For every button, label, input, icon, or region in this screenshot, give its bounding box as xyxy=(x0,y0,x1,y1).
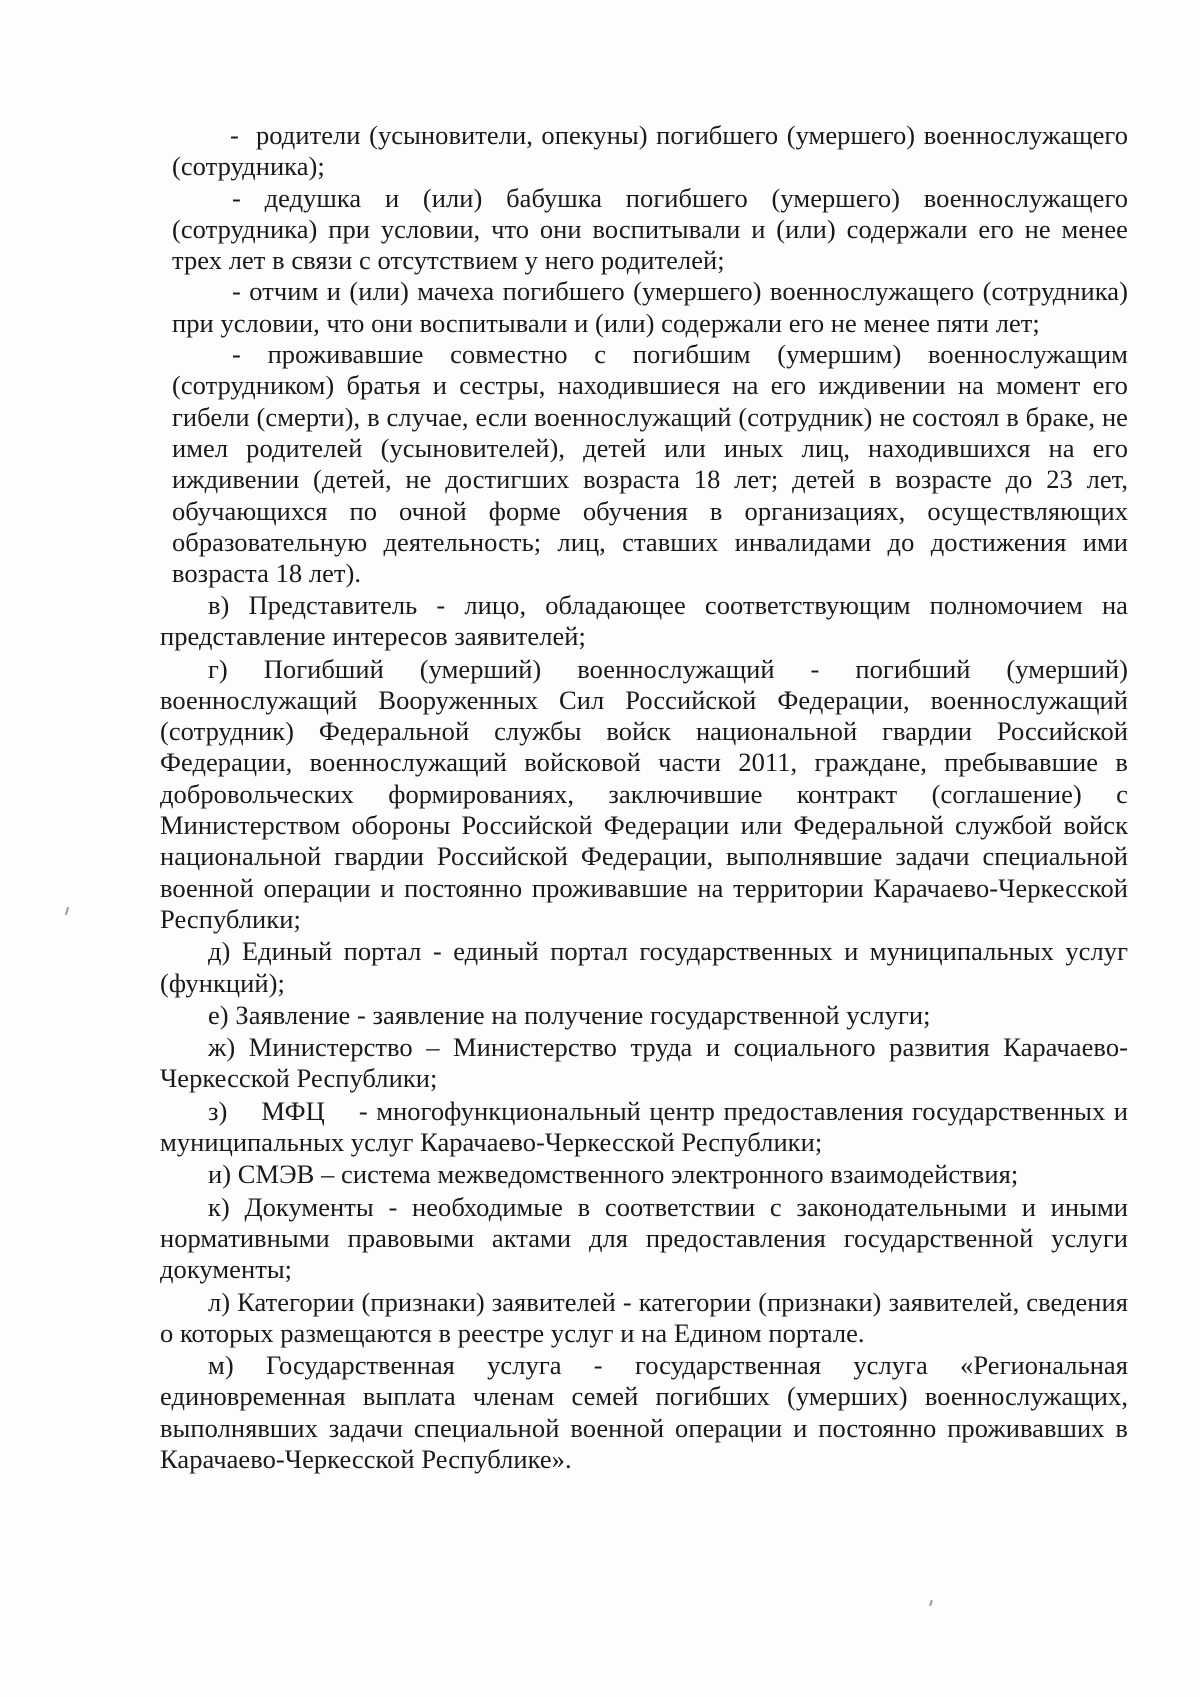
definition-mfc: з) МФЦ - многофункциональный центр предоставления государственных и муниципальных услуг Карачаево-Черкесской Республики; xyxy=(160,1095,1128,1158)
scan-speck xyxy=(929,1600,933,1606)
definition-ministry: ж) Министерство – Министерство труда и социального развития Карачаево-Черкесской Республики; xyxy=(160,1032,1128,1094)
definition-serviceman: г) Погибший (умерший) военнослужащий - погибший (умерший) военнослужащий Вооруженных Сил Российской Федерации, военнослужащий (сотрудник) Федеральной службы войск национальной гвардии Российской Федерации, военнослужащий войсковой части 2011, граждане, пребывавшие в добровольческих формированиях, заключившие контракт (соглашение) с Министерством обороны Российской Федерации или Федеральной службой войск национальной гвардии Российской Федерации, выполнявшие задачи специальной военной операции и постоянно проживавшие на территории Карачаево-Черкесской Республики; xyxy=(160,653,1128,934)
list-item-siblings: - проживавшие совместно с погибшим (умершим) военнослужащим (сотрудником) братья и сестры, находившиеся на его иждивении на момент его гибели (смерти), в случае, если военнослужащий (сотрудник) не состоял в браке, не имел родителей (усыновителей), детей или иных лиц, находившихся на его иждивении (детей, не достигших возраста 18 лет; детей в возрасте до 23 лет, обучающихся по очной форме обучения в организациях, осуществляющих образовательную деятельность; лиц, ставших инвалидами до достижения ими возраста 18 лет). xyxy=(172,339,1128,589)
definition-categories: л) Категории (признаки) заявителей - категории (признаки) заявителей, сведения о которых размещаются в реестре услуг и на Едином портале. xyxy=(160,1286,1128,1348)
list-item-grandparents: - дедушка и (или) бабушка погибшего (умершего) военнослужащего (сотрудника) при условии, что они воспитывали и (или) содержали его не менее трех лет в связи с отсутствием у него родителей; xyxy=(172,182,1128,276)
document-body xyxy=(172,120,1128,589)
list-item-stepparents: - отчим и (или) мачеха погибшего (умершего) военнослужащего (сотрудника) при условии, что они воспитывали и (или) содержали его не менее пяти лет; xyxy=(172,276,1128,338)
document-definitions xyxy=(160,589,1128,1475)
definition-documents: к) Документы - необходимые в соответствии с законодательными и иными нормативными правовыми актами для предоставления государственной услуги документы; xyxy=(160,1191,1128,1285)
list-item-parents: - родители (усыновители, опекуны) погибшего (умершего) военнослужащего (сотрудника); xyxy=(172,120,1128,182)
definition-application: е) Заявление - заявление на получение государственной услуги; xyxy=(208,999,931,1030)
definition-representative: в) Представитель - лицо, обладающее соответствующим полномочием на представление интересов заявителей; xyxy=(160,590,1128,652)
definition-smev: и) СМЭВ – система межведомственного электронного взаимодействия; xyxy=(208,1159,1019,1190)
scan-speck xyxy=(65,907,69,915)
definition-portal: д) Единый портал - единый портал государственных и муниципальных услуг (функций); xyxy=(160,936,1128,998)
definition-state-service: м) Государственная услуга - государственная услуга «Региональная единовременная выплата членам семей погибших (умерших) военнослужащих, выполнявших задачи специальной военной операции и постоянно проживавших в Карачаево-Черкесской Республике». xyxy=(160,1350,1128,1475)
